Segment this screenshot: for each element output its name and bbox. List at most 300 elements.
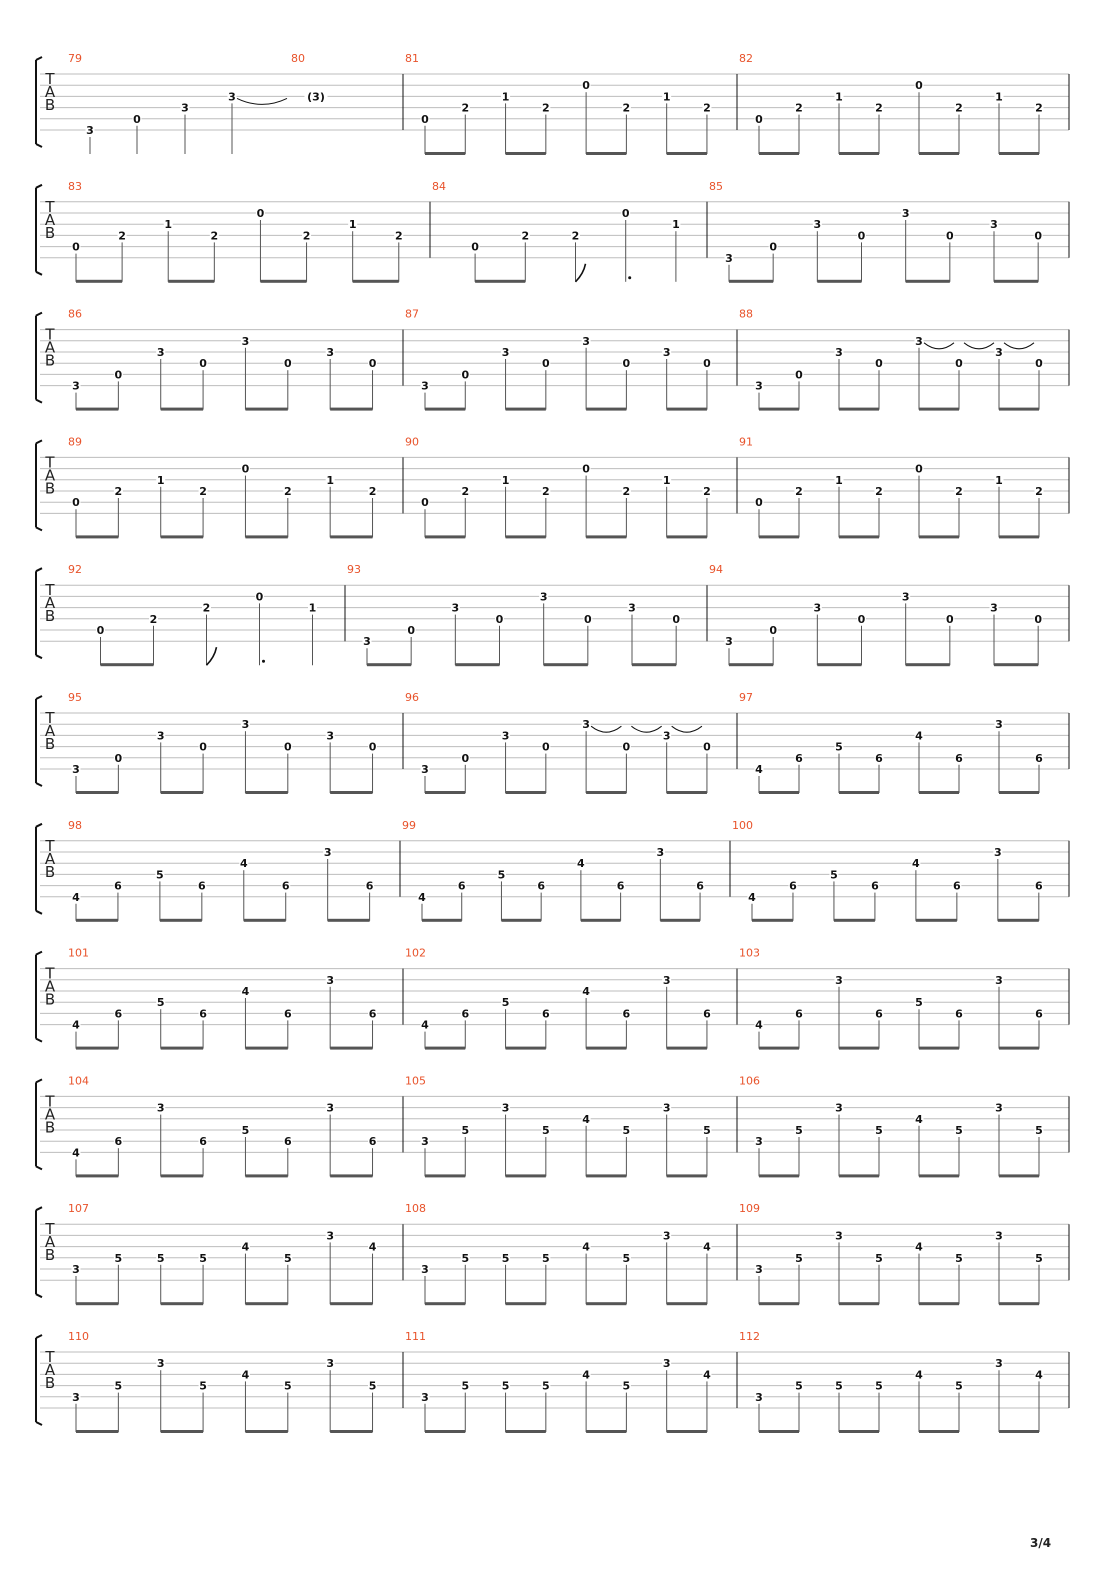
fret-number: 5 <box>542 1124 550 1137</box>
fret-number: 0 <box>672 612 680 626</box>
beam <box>330 1302 372 1305</box>
fret-number: 2 <box>1035 485 1043 498</box>
fret-number: 5 <box>622 1124 631 1137</box>
tab-clef-letter: A <box>44 1361 56 1379</box>
beam <box>425 535 465 538</box>
measure-number: 101 <box>68 946 89 960</box>
beam <box>161 1047 203 1050</box>
beam <box>667 1302 707 1305</box>
tab-clef-letter: A <box>44 466 56 485</box>
fret-number: 5 <box>114 1251 123 1265</box>
fret-number: 3 <box>421 763 429 776</box>
tab-clef-letter: T <box>45 581 55 600</box>
beam <box>76 535 118 538</box>
fret-number: 3 <box>501 729 510 743</box>
fret-number: 3 <box>72 763 80 776</box>
beam <box>839 408 879 411</box>
tab-clef-letter: B <box>44 351 56 370</box>
beam <box>999 1430 1039 1433</box>
fret-number: 6 <box>368 1007 377 1021</box>
fret-number: 5 <box>955 1379 963 1393</box>
fret-number: 2 <box>461 101 470 115</box>
fret-number: 6 <box>703 1007 711 1021</box>
fret-number: 3 <box>656 846 665 859</box>
fret-number: 0 <box>421 496 429 510</box>
beam <box>729 280 773 283</box>
fret-number: 3 <box>156 346 165 359</box>
fret-number: 5 <box>875 1124 883 1137</box>
fret-number: 1 <box>308 601 317 615</box>
fret-number: 0 <box>96 624 105 637</box>
beam <box>245 535 287 538</box>
measure-number: 79 <box>68 52 82 65</box>
fret-number: 0 <box>114 751 123 765</box>
fret-number: 3 <box>501 346 510 359</box>
beam <box>817 280 861 283</box>
fret-number: 3 <box>421 1390 429 1404</box>
beam <box>506 408 546 411</box>
fret-number: 4 <box>915 1368 923 1382</box>
beam <box>839 152 879 155</box>
fret-number: 3 <box>995 1229 1003 1243</box>
beam <box>76 1430 118 1433</box>
system-bracket <box>36 824 42 914</box>
fret-number: 3 <box>421 379 429 393</box>
system-bracket <box>36 952 42 1042</box>
fret-number: 5 <box>461 1251 470 1265</box>
fret-number: 3 <box>835 1229 843 1243</box>
beam <box>632 663 676 666</box>
fret-number: 0 <box>1034 612 1042 626</box>
fret-number: 0 <box>1034 229 1042 243</box>
beam <box>919 535 959 538</box>
fret-number: 6 <box>871 879 879 893</box>
fret-number: 3 <box>326 973 334 987</box>
fret-number: 0 <box>622 357 631 371</box>
measure-number: 90 <box>405 435 419 449</box>
beam <box>919 1174 959 1177</box>
fret-number: 4 <box>582 1240 590 1254</box>
fret-number: 3 <box>755 1263 763 1276</box>
measure-number: 94 <box>709 563 723 577</box>
measure-number: 81 <box>405 52 419 65</box>
fret-number: 5 <box>542 1379 550 1393</box>
slur-arc <box>924 343 954 349</box>
fret-number: 6 <box>283 1007 292 1021</box>
fret-number: 6 <box>198 879 206 893</box>
fret-number: 2 <box>118 229 126 243</box>
fret-number: 3 <box>421 1263 429 1276</box>
fret-number: 5 <box>283 1379 292 1393</box>
fret-number: 3 <box>326 1357 334 1371</box>
beam <box>667 408 707 411</box>
beam <box>906 280 950 283</box>
fret-number: 1 <box>995 473 1003 487</box>
fret-number: 5 <box>461 1124 470 1137</box>
beam <box>998 919 1039 922</box>
fret-number: 6 <box>696 879 704 893</box>
beam <box>586 408 626 411</box>
beam <box>834 919 875 922</box>
fret-number: 6 <box>365 879 374 893</box>
beam <box>586 1302 626 1305</box>
beam <box>245 1302 287 1305</box>
tab-clef-letter: A <box>44 594 56 613</box>
beam <box>586 535 626 538</box>
beam <box>759 408 799 411</box>
fret-number: 3 <box>539 590 548 604</box>
beam <box>999 408 1039 411</box>
beam <box>919 791 959 794</box>
fret-number: 0 <box>857 229 866 243</box>
measure-number: 97 <box>739 691 753 704</box>
fret-number: 6 <box>542 1007 550 1021</box>
tab-clef-letter: T <box>45 709 55 727</box>
fret-number: 0 <box>283 357 292 371</box>
fret-number: 0 <box>621 207 630 220</box>
tab-clef-letter: B <box>44 735 56 753</box>
fret-number: 4 <box>912 857 920 871</box>
measure-number: 96 <box>405 691 419 704</box>
fret-number: 0 <box>72 240 80 254</box>
fret-number: 6 <box>368 1135 377 1149</box>
fret-number: 4 <box>421 1018 429 1032</box>
beam <box>506 1047 546 1050</box>
tab-clef-letter: A <box>44 849 56 868</box>
measure-number: 86 <box>68 307 82 321</box>
fret-number: 0 <box>946 229 954 243</box>
fret-number: 3 <box>326 1229 334 1243</box>
fret-number: 3 <box>995 1101 1003 1115</box>
fret-number: 3 <box>990 218 998 232</box>
fret-number: 0 <box>622 740 631 754</box>
fret-number: 5 <box>835 1379 843 1393</box>
beam <box>544 663 588 666</box>
slur-arc <box>672 726 702 732</box>
beam <box>916 919 957 922</box>
tab-clef-letter: B <box>44 1246 56 1265</box>
beam <box>425 1174 465 1177</box>
measure-number: 85 <box>709 179 723 193</box>
beam <box>919 1430 959 1433</box>
fret-number: 4 <box>418 890 426 904</box>
fret-number: 0 <box>769 240 777 254</box>
beam <box>506 535 546 538</box>
dot-mark <box>628 276 631 279</box>
fret-number: 6 <box>1034 879 1043 893</box>
beam <box>999 535 1039 538</box>
fret-number: 0 <box>703 357 711 371</box>
tab-clef-letter: A <box>44 722 56 740</box>
fret-number: 6 <box>622 1007 631 1021</box>
system-bracket <box>36 57 42 147</box>
fret-number: 0 <box>582 79 590 93</box>
beam <box>76 1047 118 1050</box>
fret-number: 3 <box>995 346 1003 359</box>
fret-number: 3 <box>451 601 460 615</box>
fret-number: 1 <box>672 218 680 232</box>
fret-number: 0 <box>368 357 377 371</box>
fret-number: 2 <box>199 485 207 498</box>
fret-number: 6 <box>875 1007 883 1021</box>
tab-clef-letter: T <box>45 1092 55 1111</box>
fret-number: 5 <box>156 868 164 882</box>
fret-number: 0 <box>795 368 803 382</box>
fret-number: 0 <box>407 624 415 637</box>
fret-number: 2 <box>955 485 963 498</box>
beam <box>425 791 465 794</box>
beam <box>999 1174 1039 1177</box>
fret-number: 3 <box>662 1357 671 1371</box>
fret-number: 5 <box>199 1251 207 1265</box>
system-bracket <box>36 185 42 275</box>
fret-number: 3 <box>755 1390 763 1404</box>
fret-number: 3 <box>662 1101 671 1115</box>
beam <box>506 1302 546 1305</box>
beam <box>161 791 203 794</box>
beam <box>667 152 707 155</box>
tab-clef-letter: A <box>44 83 56 101</box>
beam <box>425 1047 465 1050</box>
tab-clef-letter: T <box>45 453 55 472</box>
fret-number: 5 <box>461 1379 470 1393</box>
fret-number: 3 <box>662 1229 671 1243</box>
beam <box>330 535 372 538</box>
fret-number: 5 <box>915 996 923 1010</box>
tab-clef-letter: B <box>44 607 56 626</box>
fret-number: 3 <box>72 1263 80 1276</box>
beam <box>759 1430 799 1433</box>
fret-number: 5 <box>1035 1124 1043 1137</box>
tab-clef-letter: T <box>45 70 55 88</box>
fret-number: 0 <box>703 740 711 754</box>
slur-arc <box>1004 343 1034 349</box>
beam <box>353 280 399 283</box>
tab-clef-letter: B <box>44 1374 56 1392</box>
fret-number: 0 <box>946 612 954 626</box>
slur-arc <box>631 726 661 732</box>
tab-clef-letter: A <box>44 977 56 996</box>
beam <box>422 919 462 922</box>
fret-number: 5 <box>114 1379 123 1393</box>
fret-number: 3 <box>725 251 733 265</box>
fret-number: 1 <box>156 473 165 487</box>
beam <box>330 1047 372 1050</box>
fret-number: 4 <box>72 890 80 904</box>
fret-number: 2 <box>542 485 550 498</box>
fret-number: 0 <box>461 368 470 382</box>
beam <box>475 280 525 283</box>
beam <box>839 535 879 538</box>
fret-number: 3 <box>582 334 590 348</box>
measure-number: 109 <box>739 1202 760 1216</box>
fret-number: 5 <box>156 996 165 1010</box>
measure-number: 100 <box>732 818 753 832</box>
fret-number: 3 <box>813 218 822 232</box>
measure-number: 105 <box>405 1074 426 1088</box>
fret-number: 2 <box>114 485 123 498</box>
fret-number: 6 <box>283 1135 292 1149</box>
beam <box>759 152 799 155</box>
fret-number: 3 <box>628 601 636 615</box>
fret-number: 4 <box>241 985 250 998</box>
beam <box>759 1047 799 1050</box>
fret-number: 3 <box>901 207 910 220</box>
tab-clef-letter: B <box>44 479 56 498</box>
fret-number: 2 <box>149 612 158 626</box>
fret-number: 4 <box>748 890 756 904</box>
fret-number: 5 <box>368 1379 377 1393</box>
beam <box>839 1047 879 1050</box>
beam <box>919 1302 959 1305</box>
fret-number: 4 <box>915 1112 923 1126</box>
fret-number: 1 <box>835 90 843 104</box>
beam <box>999 152 1039 155</box>
beam <box>161 535 203 538</box>
fret-number: 3 <box>181 101 189 115</box>
beam <box>506 791 546 794</box>
fret-number: 2 <box>394 229 403 243</box>
fret-number: 0 <box>542 357 550 371</box>
system-bracket <box>36 1079 42 1169</box>
beam <box>501 919 541 922</box>
beam <box>425 1302 465 1305</box>
fret-number: 3 <box>156 729 165 743</box>
beam <box>330 1430 372 1433</box>
fret-number: 5 <box>199 1379 207 1393</box>
fret-number: 3 <box>915 334 923 348</box>
fret-number: 5 <box>156 1251 165 1265</box>
measure-number: 111 <box>405 1330 426 1343</box>
beam <box>425 152 465 155</box>
fret-number: 0 <box>255 590 264 604</box>
beam <box>667 535 707 538</box>
beam <box>729 663 773 666</box>
beam <box>586 1047 626 1050</box>
fret-number: 0 <box>241 462 250 476</box>
fret-number: 2 <box>1035 101 1043 115</box>
tab-clef-letter: T <box>45 836 55 855</box>
beam <box>161 1174 203 1177</box>
fret-number: 5 <box>1035 1251 1043 1265</box>
fret-number: 6 <box>795 751 803 765</box>
fret-number: 3 <box>72 1390 80 1404</box>
beam <box>759 535 799 538</box>
beam <box>994 663 1038 666</box>
measure-number: 108 <box>405 1202 426 1216</box>
fret-number: 3 <box>421 1135 429 1149</box>
fret-number: 2 <box>210 229 219 243</box>
beam <box>245 408 287 411</box>
fret-number: 0 <box>133 112 141 126</box>
measure-number: 95 <box>68 691 82 704</box>
beam <box>586 1174 626 1177</box>
fret-number: 4 <box>577 857 585 871</box>
fret-number: 0 <box>283 740 292 754</box>
measure-number: 112 <box>739 1330 760 1343</box>
fret-number: 4 <box>755 763 763 776</box>
fret-number: 5 <box>875 1379 883 1393</box>
fret-number: 4 <box>915 729 923 743</box>
fret-number: 4 <box>582 1368 590 1382</box>
fret-number: 3 <box>228 90 236 104</box>
fret-number: 3 <box>995 1357 1003 1371</box>
fret-number: 6 <box>789 879 797 893</box>
measure-number: 82 <box>739 52 753 65</box>
fret-number: 3 <box>582 718 590 732</box>
fret-number: 4 <box>703 1368 711 1382</box>
fret-number: 0 <box>368 740 377 754</box>
fret-number: 5 <box>501 996 510 1010</box>
tab-clef-letter: B <box>44 223 56 242</box>
beam <box>839 791 879 794</box>
fret-number: 3 <box>156 1101 165 1115</box>
beam <box>506 1430 546 1433</box>
beam <box>245 791 287 794</box>
measure-number: 88 <box>739 307 753 321</box>
fret-number: 3 <box>901 590 910 604</box>
tab-clef-letter: B <box>44 96 56 114</box>
fret-number: 3 <box>662 729 671 743</box>
fret-number: 4 <box>755 1018 763 1032</box>
tab-clef-letter: A <box>44 210 56 229</box>
fret-number: 6 <box>953 879 961 893</box>
fret-number: 3 <box>241 334 250 348</box>
beam <box>994 280 1038 283</box>
fret-number: 1 <box>501 90 510 104</box>
fret-number: 5 <box>955 1124 963 1137</box>
measure-number: 106 <box>739 1074 760 1088</box>
fret-number: 6 <box>955 1007 963 1021</box>
fret-number: 0 <box>114 368 123 382</box>
beam <box>244 919 286 922</box>
fret-number: 4 <box>703 1240 711 1254</box>
dot-mark <box>262 660 265 663</box>
beam <box>76 919 118 922</box>
measure-number: 110 <box>68 1330 89 1343</box>
fret-number: 0 <box>199 357 207 371</box>
beam <box>919 152 959 155</box>
system-bracket <box>36 568 42 658</box>
fret-number: 3 <box>501 1101 510 1115</box>
fret-number: 0 <box>199 740 207 754</box>
beam <box>76 1174 118 1177</box>
system-bracket <box>36 313 42 403</box>
fret-number: 2 <box>542 101 550 115</box>
measure-number: 89 <box>68 435 82 449</box>
fret-number: 0 <box>875 357 883 371</box>
beam <box>667 1047 707 1050</box>
beam <box>667 1430 707 1433</box>
fret-number: 3 <box>241 718 250 732</box>
beam <box>367 663 411 666</box>
tab-clef-letter: T <box>45 1220 55 1239</box>
fret-number: 6 <box>795 1007 803 1021</box>
fret-number: 6 <box>199 1007 207 1021</box>
fret-number: 0 <box>755 496 763 510</box>
fret-number: 0 <box>256 207 265 220</box>
beam <box>245 1047 287 1050</box>
fret-number: 0 <box>72 496 80 510</box>
beam <box>759 1302 799 1305</box>
beam <box>76 791 118 794</box>
fret-number: 6 <box>1035 1007 1043 1021</box>
fret-number: 3 <box>326 1101 334 1115</box>
fret-number: 5 <box>875 1251 883 1265</box>
beam <box>759 791 799 794</box>
fret-number: 3 <box>326 729 334 743</box>
fret-number: 2 <box>461 485 470 498</box>
